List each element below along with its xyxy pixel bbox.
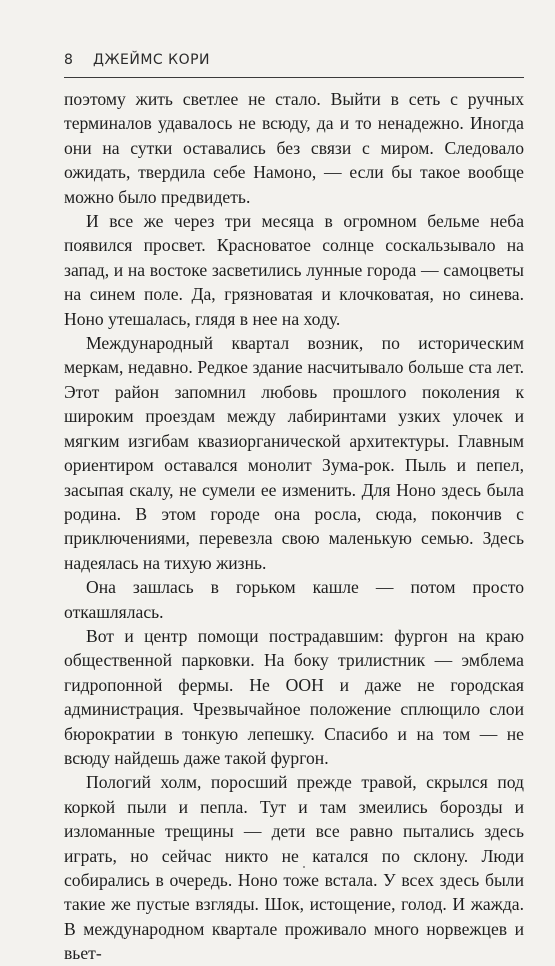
paragraph: Вот и центр помощи пострадавшим: фургон на краю общественной парковки. На боку трилистник — эмблема гидропонной фермы. Не ООН и даже не городская администрация. Чрезвычайное положение сплющило слои бюрократии в тонкую лепешку. Спасибо и на том — не всюду найдешь даже такой фургон.: [64, 625, 524, 768]
body-text: [64, 87, 524, 966]
author-name: ДЖЕЙМС КОРИ: [93, 52, 211, 68]
paragraph: Она зашлась в горьком кашле — потом просто откашлялась.: [64, 577, 524, 622]
header-rule: [64, 77, 524, 78]
paragraph: поэтому жить светлее не стало. Выйти в сеть с ручных терминалов удавалось не всюду, да и то ненадежно. Иногда они на сутки оставались без связи с миром. Следовало ожидать, твердила себе Намоно, — если бы такое вообще можно было предвидеть.: [64, 89, 524, 207]
paragraph: Международный квартал возник, по историческим меркам, недавно. Редкое здание насчитывало больше ста лет. Этот район запомнил любовь прошлого поколения к широким проездам между лабиринтами узких улочек и мягким изгибам квазиорганической архитектуры. Главным ориентиром оставался монолит Зума-рок. Пыль и пепел, засыпая скалу, не сумели ее изменить. Для Ноно здесь была родина. В этом городе она росла, сюда, покончив с приключениями, перевезла свою маленькую семью. Здесь надеялась на тихую жизнь.: [64, 333, 524, 573]
paragraph: И все же через три месяца в огромном бельме неба появился просвет. Красноватое солнце соскальзывало на запад, и на востоке засветились лунные города — самоцветы на синем поле. Да, грязноватая и клочковатая, но синева. Ноно утешалась, глядя в нее на ходу.: [64, 211, 524, 329]
page-number: 8: [64, 52, 74, 68]
paragraph: Пологий холм, поросший прежде травой, скрылся под коркой пыли и пепла. Тут и там змеились борозды и изломанные трещины — дети все равно пытались здесь играть, но сейчас никто не катался по склону. Люди собирались в очередь. Ноно тоже встала. У всех здесь были такие же пустые взгляды. Шок, истощение, голод. И жажда. В международном квартале проживало много норвежцев и вьет-: [64, 772, 524, 964]
print-speck: [303, 866, 305, 868]
running-head: [64, 52, 524, 74]
